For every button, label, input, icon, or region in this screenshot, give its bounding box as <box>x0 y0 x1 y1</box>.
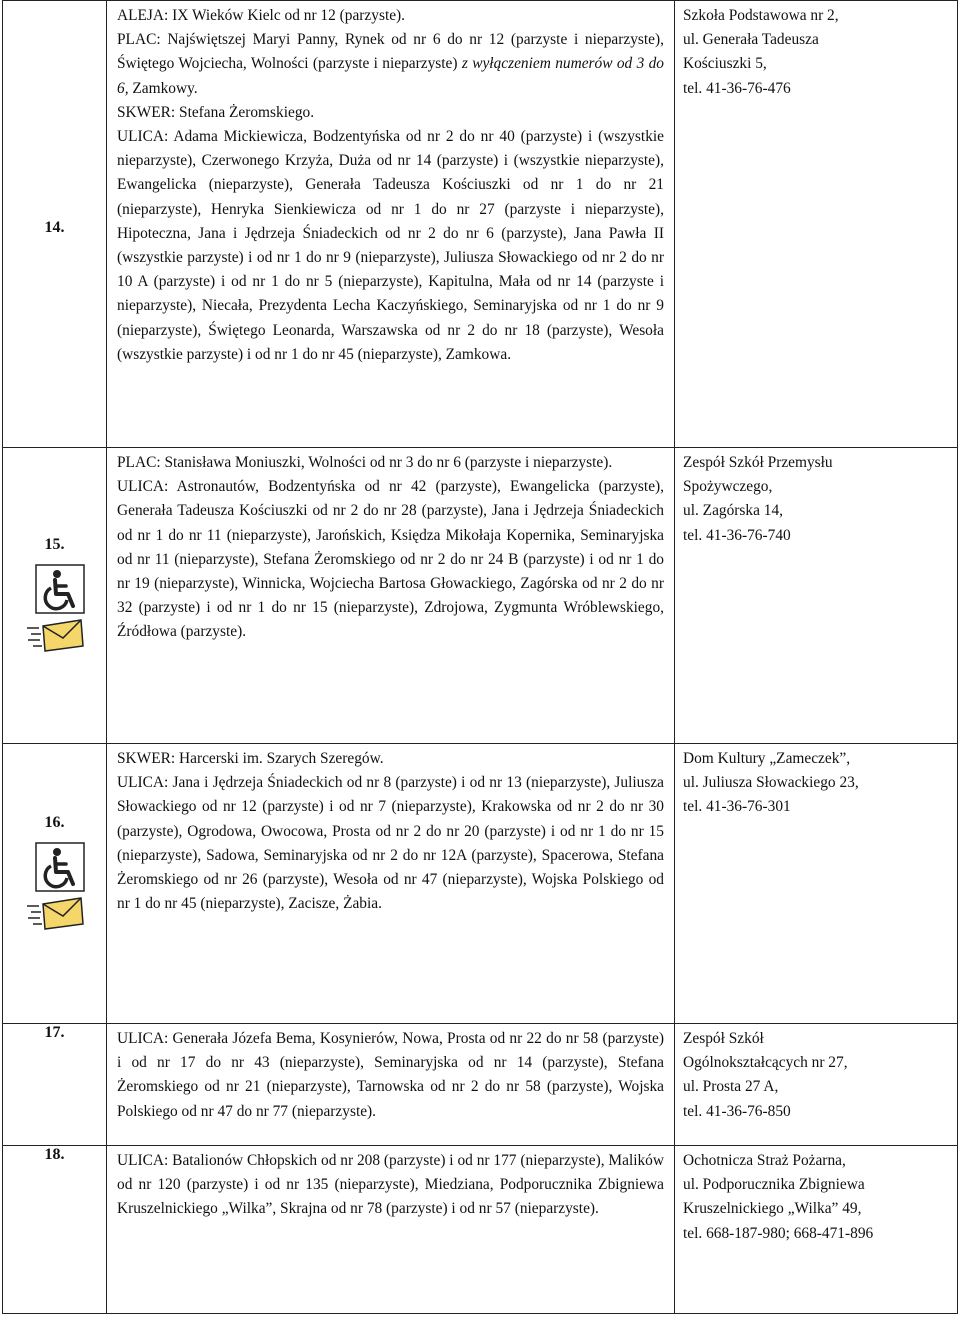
street-list: Harcerski im. Szarych Szeregów. <box>175 750 384 767</box>
district-number-cell <box>3 1024 107 1146</box>
streets-cell <box>107 1024 675 1146</box>
streets-cell <box>107 448 675 744</box>
street-type-label: ULICA: <box>117 1030 169 1047</box>
school-address <box>675 1024 957 1124</box>
school-name: Szkoła Podstawowa nr 2, <box>683 7 839 24</box>
district-number: 15. <box>44 536 65 553</box>
district-number-cell <box>3 1 107 448</box>
district-number-cell <box>3 744 107 1024</box>
table-row <box>3 744 958 1024</box>
school-cell <box>675 1024 958 1146</box>
streets-cell <box>107 744 675 1024</box>
street-type-label: ALEJA: <box>117 7 169 24</box>
school-address <box>675 1146 957 1246</box>
street-entry <box>117 28 664 101</box>
table-row <box>3 1146 958 1314</box>
street-list: Generała Józefa Bema, Kosynierów, Nowa, Prosta od nr 22 do nr 58 (parzyste) i od nr 17 do nr 43 (nieparzyste), Seminaryjska od nr 14 (parzyste), Stefana Żeromskiego od nr 21 (nieparzyste), Tarnowska od nr 2 do nr 58 (parzyste), Wojska Polskiego od nr 47 do nr 77 (nieparzyste). <box>117 1030 664 1120</box>
school-name: Spożywczego, <box>683 478 773 496</box>
school-cell <box>675 1 958 448</box>
district-number: 17. <box>44 1024 65 1041</box>
school-cell <box>675 744 958 1024</box>
district-number: 18. <box>44 1146 65 1163</box>
school-name: Dom Kultury „Zameczek”, <box>683 750 851 767</box>
school-address <box>675 1 957 101</box>
street-list: Stanisława Moniuszki, Wolności od nr 3 do nr 6 (parzyste i nieparzyste). <box>160 454 613 471</box>
school-street: Kruszelnickiego „Wilka” 49, <box>683 1200 862 1218</box>
street-type-label: PLAC: <box>117 31 161 49</box>
street-type-label: SKWER: <box>117 103 176 121</box>
school-name: Ochotnicza Straż Pożarna, <box>683 1152 846 1169</box>
envelope-icon <box>25 618 85 652</box>
school-street: Kościuszki 5, <box>683 55 767 73</box>
street-list: Stefana Żeromskiego. <box>175 103 315 121</box>
district-number: 16. <box>44 814 65 831</box>
street-type-label: ULICA: <box>117 478 169 496</box>
school-address <box>675 448 957 548</box>
table-row <box>3 448 958 744</box>
table-row <box>3 1024 958 1146</box>
street-list: Batalionów Chłopskich od nr 208 (parzyste) i od nr 177 (nieparzyste), Malików od nr 120 (parzyste) i od nr 135 (nieparzyste), Miedziana, Podporucznika Zbigniewa Kruszelnickiego „Wilka”, Skrajna od nr 78 (parzyste) i od nr 57 (nieparzyste). <box>117 1152 664 1218</box>
envelope-icon <box>25 896 85 930</box>
school-phone: tel. 41-36-76-850 <box>683 1102 791 1120</box>
street-list: IX Wieków Kielc od nr 12 (parzyste). <box>168 7 406 24</box>
school-name: Zespół Szkół Przemysłu <box>683 454 833 471</box>
school-cell <box>675 1146 958 1314</box>
table-row <box>3 1 958 448</box>
wheelchair-icon <box>35 564 85 614</box>
street-entry <box>117 451 664 475</box>
district-number-cell <box>3 1146 107 1314</box>
street-list: Adama Mickiewicza, Bodzentyńska od nr 2 do nr 40 (parzyste) i (wszystkie nieparzyste), Czerwonego Krzyża, Duża od nr 14 (parzyste) i (wszystkie nieparzyste), Ewangelicka (nieparzyste), Generała Tadeusza Kościuszki od nr 1 do nr 21 (nieparzyste), Henryka Sienkiewicza od nr 1 do nr 27 (parzyste i nieparzyste), Hipoteczna, Jana i Jędrzeja Śniadeckich od nr 2 do nr 6 (parzyste), Jana Pawła II (wszystkie parzyste) i od nr 1 do nr 9 (nieparzyste), Juliusza Słowackiego od nr 2 do nr 10 A (parzyste) i od nr 1 do nr 5 (nieparzyste), Kapitulna, Mała od nr 14 (parzyste i nieparzyste), Niecała, Prezydenta Lecha Kaczyńskiego, Seminaryjska od nr 1 do nr 9 (nieparzyste), Świętego Leonarda, Warszawska od nr 2 do nr 18 (parzyste), Wesoła (wszystkie parzyste) i od nr 1 do nr 45 (nieparzyste), Zamkowa. <box>117 128 664 363</box>
street-entry <box>117 4 664 28</box>
school-phone: tel. 41-36-76-476 <box>683 79 791 97</box>
street-list: Astronautów, Bodzentyńska od nr 42 (parzyste), Ewangelicka (parzyste), Generała Tadeusza Kościuszki od nr 2 do nr 28 (parzyste), Jana i Jędrzeja Śniadeckich od nr 1 do nr 11 (nieparzyste), Jarońskich, Księdza Mikołaja Kopernika, Seminaryjska od nr 11 (nieparzyste), Stefana Żeromskiego od nr 2 do nr 24 B (parzyste) i od nr 1 do nr 19 (nieparzyste), Winnicka, Wojciecha Bartosa Głowackiego, Zagórska od nr 2 do nr 32 (parzyste) i od nr 1 do nr 15 (nieparzyste), Zdrojowa, Zygmunta Wróblewskiego, Źródłowa (parzyste). <box>117 478 664 641</box>
street-type-label: SKWER: <box>117 750 176 767</box>
street-entry <box>117 101 664 125</box>
street-list-tail: Zamkowy. <box>128 79 198 97</box>
school-phone: tel. 668-187-980; 668-471-896 <box>683 1224 874 1242</box>
school-name: Ogólnokształcących nr 27, <box>683 1054 848 1072</box>
streets-cell <box>107 1146 675 1314</box>
school-address <box>675 744 957 820</box>
street-note: z wyłączeniem numerów od 3 do 6, <box>117 55 664 97</box>
school-street: ul. Juliusza Słowackiego 23, <box>683 774 859 792</box>
school-street: ul. Podporucznika Zbigniewa <box>683 1176 865 1194</box>
street-entry <box>117 771 664 916</box>
street-type-label: ULICA: <box>117 1152 169 1169</box>
school-street: ul. Generała Tadeusza <box>683 31 819 49</box>
school-phone: tel. 41-36-76-740 <box>683 526 791 544</box>
street-entry <box>117 1149 664 1222</box>
school-phone: tel. 41-36-76-301 <box>683 798 791 816</box>
street-list: Jana i Jędrzeja Śniadeckich od nr 8 (parzyste) i od nr 13 (nieparzyste), Juliusza Słowackiego od nr 12 (parzyste) i od nr 7 (nieparzyste), Krakowska od nr 2 do nr 30 (parzyste), Ogrodowa, Owocowa, Prosta od nr 2 do nr 20 (parzyste) i od nr 1 do nr 15 (nieparzyste), Sadowa, Seminaryjska od nr 2 do nr 12A (parzyste), Spacerowa, Stefana Żeromskiego od nr 26 (parzyste), Wesoła od nr 47 (nieparzyste), Wojska Polskiego od nr 1 do nr 45 (nieparzyste), Zacisze, Żabia. <box>117 774 664 913</box>
school-cell <box>675 448 958 744</box>
street-list: Najświętszej Maryi Panny, Rynek od nr 6 do nr 12 (parzyste i nieparzyste), Świętego Wojciecha, Wolności (parzyste i nieparzyste) <box>117 31 664 73</box>
street-entry <box>117 747 664 771</box>
district-number-cell <box>3 448 107 744</box>
district-number: 14. <box>44 219 65 236</box>
school-name: Zespół Szkół <box>683 1030 764 1047</box>
street-entry <box>117 1027 664 1124</box>
streets-cell <box>107 1 675 448</box>
districts-table <box>2 0 958 1314</box>
street-type-label: PLAC: <box>117 454 161 471</box>
wheelchair-icon <box>35 842 85 892</box>
street-type-label: ULICA: <box>117 774 169 792</box>
school-street: ul. Zagórska 14, <box>683 502 784 520</box>
street-entry <box>117 475 664 644</box>
school-street: ul. Prosta 27 A, <box>683 1078 779 1096</box>
street-type-label: ULICA: <box>117 128 169 146</box>
street-entry <box>117 125 664 367</box>
